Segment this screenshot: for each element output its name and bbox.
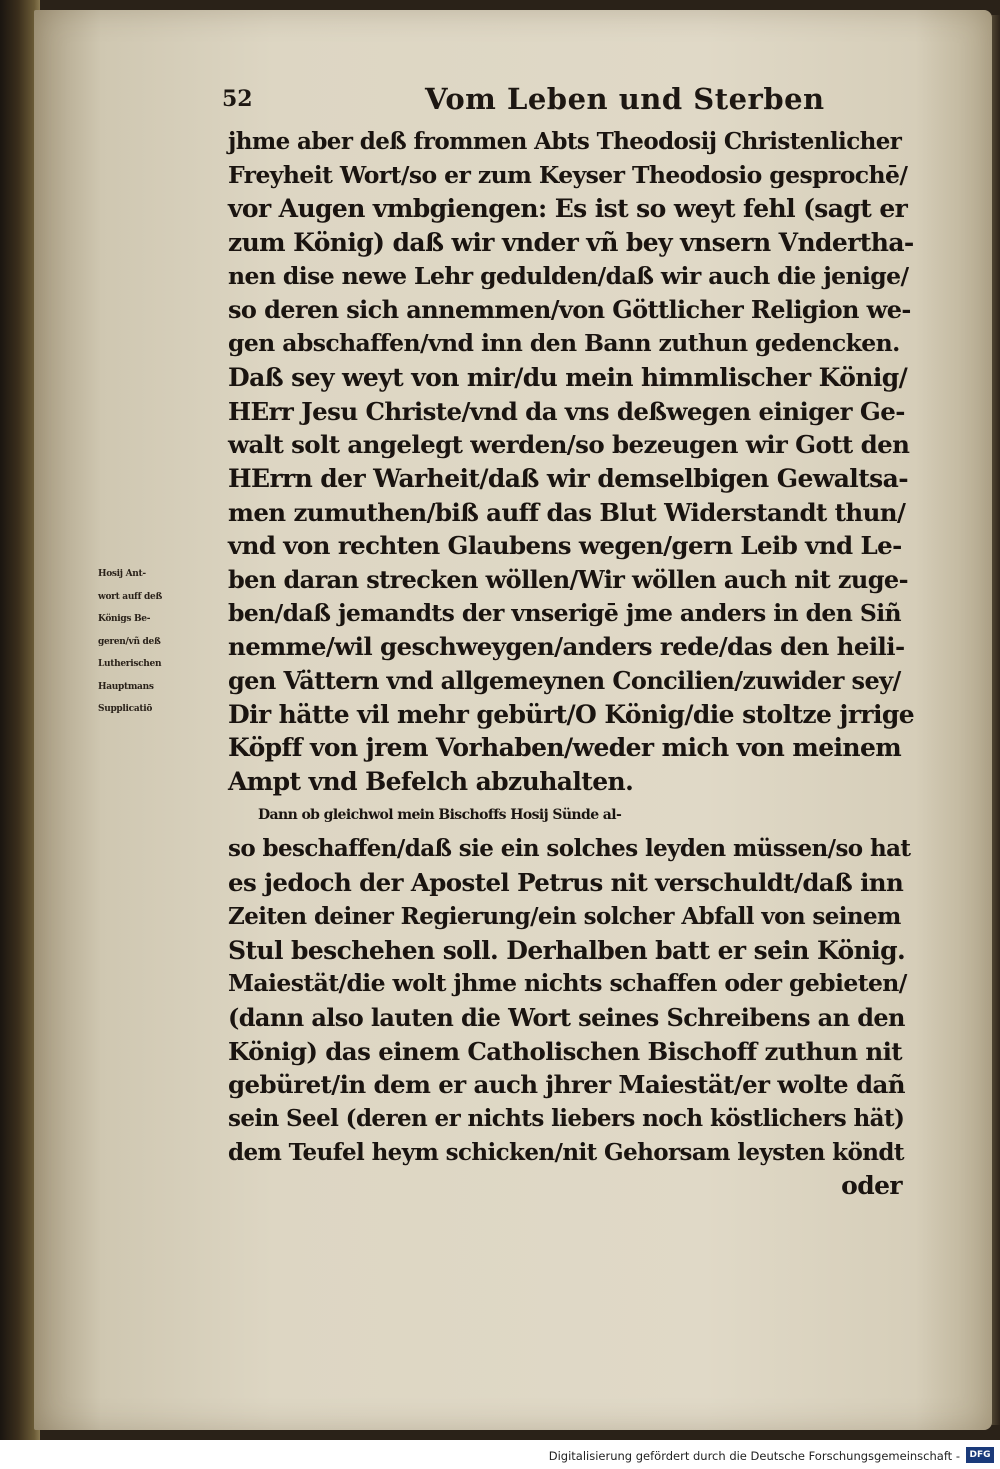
text-line: men zumuthen/biß auff das Blut Widerstandt thun/: [228, 497, 906, 527]
text-line: nen dise newe Lehr gedulden/daß wir auch die jenige/: [228, 261, 909, 290]
text-line: es jedoch der Apostel Petrus nit verschuldt/daß inn: [228, 868, 904, 898]
text-line: König) das einem Catholischen Bischoff zuthun nit: [228, 1036, 902, 1066]
text-line: ben daran strecken wöllen/Wir wöllen auch nit zuge-: [228, 564, 908, 594]
body-text: [228, 125, 914, 1203]
text-line: HErr Jesu Christe/vnd da vns deßwegen einiger Ge-: [228, 396, 905, 426]
funding-credit: Digitalisierung gefördert durch die Deutsche Forschungsgemeinschaft -: [548, 1449, 960, 1463]
marginal-line: Lutherischen: [98, 659, 162, 669]
text-line: ben/daß jemandts der vnserigē jme anders in den Siñ: [228, 598, 902, 627]
dfg-logo-icon: DFG: [966, 1447, 994, 1463]
text-line: walt solt angelegt werden/so bezeugen wir Gott den: [228, 430, 910, 460]
text-line: so beschaffen/daß sie ein solches leyden müssen/so hat: [228, 835, 911, 863]
marginal-line: geren/vñ deß: [98, 636, 161, 647]
marginal-line: Hauptmans: [98, 681, 154, 692]
marginal-line: Supplicatiō: [98, 704, 153, 714]
marginal-line: Königs Be-: [98, 614, 151, 624]
text-line: (dann also lauten die Wort seines Schreibens an den: [228, 1002, 905, 1032]
running-title: Vom Leben und Sterben: [425, 82, 825, 116]
page-header: [180, 80, 920, 120]
text-line: Zeiten deiner Regierung/ein solcher Abfall von seinem: [228, 902, 901, 930]
text-line: Daß sey weyt von mir/du mein himmlischer König/: [228, 362, 908, 392]
text-line: vor Augen vmbgiengen: Es ist so weyt fehl (sagt er: [228, 194, 908, 224]
footer-bar: [0, 1440, 1000, 1469]
text-line: jhme aber deß frommen Abts Theodosij Christenlicher: [228, 128, 902, 155]
marginal-line: Hosij Ant-: [98, 569, 146, 579]
text-line: Stul beschehen soll. Derhalben batt er sein König.: [228, 935, 906, 965]
text-line: vnd von rechten Glaubens wegen/gern Leib vnd Le-: [228, 531, 902, 561]
marginal-line: wort auff deß: [98, 591, 162, 602]
text-line: so deren sich annemmen/von Göttlicher Religion we-: [228, 295, 911, 325]
text-line: Köpff von jrem Vorhaben/weder mich von meinem: [228, 733, 902, 763]
text-line: Ampt vnd Befelch abzuhalten.: [228, 767, 634, 797]
catchword: oder: [841, 1171, 902, 1201]
text-line: nemme/wil geschweygen/anders rede/das den heili-: [228, 632, 905, 662]
text-line: gen Vättern vnd allgemeynen Concilien/zuwider sey/: [228, 666, 901, 695]
text-line: Dann ob gleichwol mein Bischoffs Hosij Sünde al-: [258, 806, 622, 823]
text-line: Freyheit Wort/so er zum Keyser Theodosio gesprochē/: [228, 160, 908, 189]
text-line: HErrn der Warheit/daß wir demselbigen Gewaltsa-: [228, 463, 908, 493]
text-line: gebüret/in dem er auch jhrer Maiestät/er wolte dañ: [228, 1070, 905, 1100]
text-line: dem Teufel heym schicken/nit Gehorsam leysten köndt: [228, 1138, 904, 1166]
text-line: gen abschaffen/vnd inn den Bann zuthun gedencken.: [228, 329, 900, 358]
text-line: Dir hätte vil mehr gebürt/O König/die stoltze jrrige: [228, 699, 915, 729]
marginal-note: [98, 563, 228, 721]
text-line: zum König) daß wir vnder vñ bey vnsern Vndertha-: [228, 228, 914, 258]
page-number: 52: [222, 86, 253, 112]
text-line: sein Seel (deren er nichts liebers noch köstlichers hät): [228, 1104, 905, 1132]
text-line: Maiestät/die wolt jhme nichts schaffen oder gebieten/: [228, 969, 907, 998]
